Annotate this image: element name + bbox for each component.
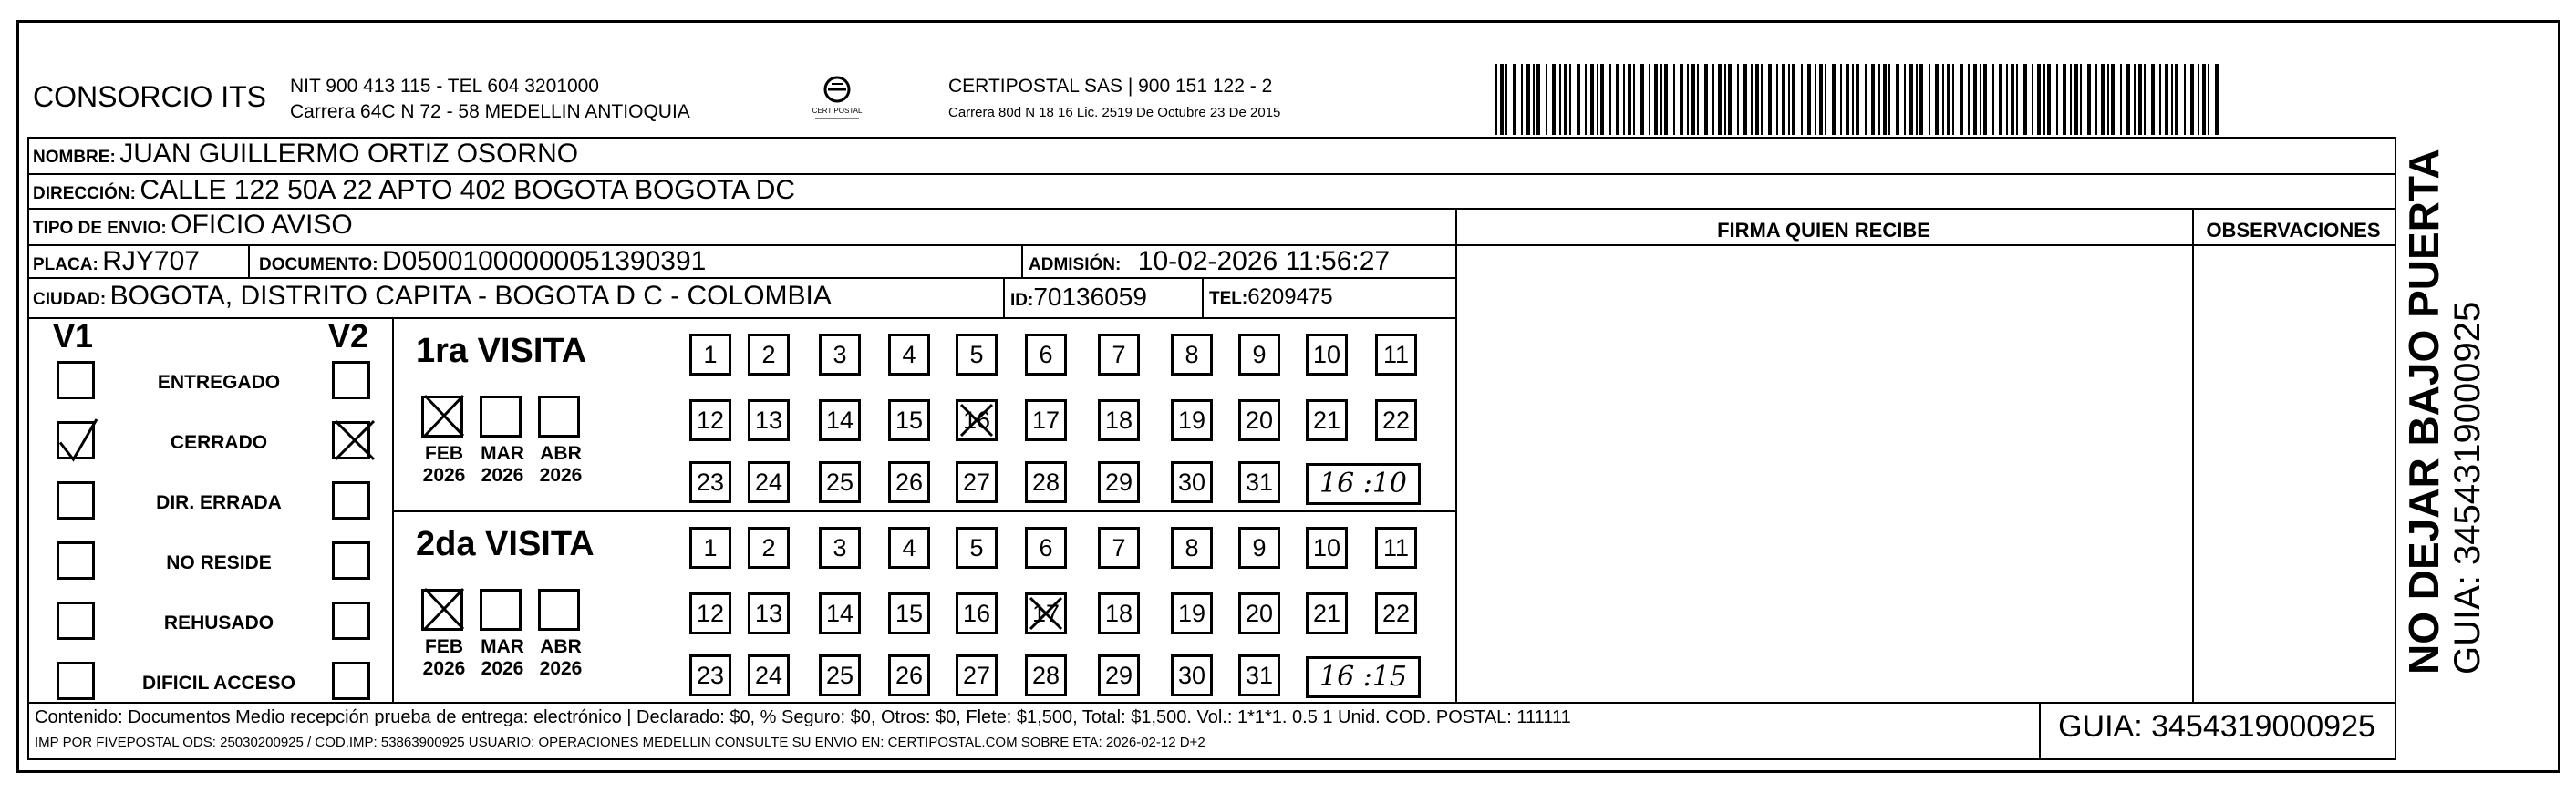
divider (27, 277, 1455, 279)
id-field (1010, 283, 1147, 312)
day-box[interactable]: 17 (1025, 399, 1067, 441)
observaciones-header: OBSERVACIONES (2206, 219, 2381, 242)
status-label: DIR. ERRADA (156, 492, 282, 513)
v1-checkbox[interactable] (57, 662, 95, 700)
day-box[interactable]: 9 (1238, 527, 1280, 569)
day-box[interactable]: 3 (819, 334, 861, 376)
day-box[interactable]: 3 (819, 527, 861, 569)
admision-label: ADMISIÓN: (1029, 255, 1122, 274)
day-box[interactable]: 8 (1171, 334, 1213, 376)
day-box[interactable]: 22 (1375, 399, 1417, 441)
company-address: Carrera 64C N 72 - 58 MEDELLIN ANTIOQUIA (290, 101, 690, 122)
divider (27, 208, 2396, 210)
v1-checkbox[interactable] (57, 602, 95, 640)
day-box[interactable]: 23 (689, 461, 731, 503)
divider (27, 758, 2396, 760)
day-box[interactable]: 22 (1375, 592, 1417, 634)
day-box[interactable]: 23 (689, 654, 731, 696)
tipo-envio-value: OFICIO AVISO (171, 210, 353, 240)
tel-value: 6209475 (1247, 284, 1333, 309)
day-box[interactable]: 10 (1306, 334, 1348, 376)
id-label: ID: (1010, 291, 1034, 310)
divider (27, 137, 29, 758)
day-box[interactable]: 14 (819, 399, 861, 441)
day-box[interactable]: 4 (888, 334, 930, 376)
visit-time: 16 :10 (1306, 463, 1421, 505)
direccion-label: DIRECCIÓN: (33, 184, 136, 203)
day-box[interactable]: 20 (1238, 399, 1280, 441)
day-box[interactable]: 5 (956, 527, 998, 569)
day-box[interactable]: 28 (1025, 654, 1067, 696)
admision-field (1029, 246, 1390, 277)
divider (1021, 244, 1023, 277)
placa-value: RJY707 (102, 246, 200, 276)
v2-checkbox[interactable] (332, 541, 370, 580)
v1-checkbox[interactable] (57, 541, 95, 580)
v2-checkbox[interactable] (332, 602, 370, 640)
day-box[interactable]: 18 (1098, 399, 1140, 441)
v1-check-mark (57, 417, 98, 463)
ciudad-value: BOGOTA, DISTRITO CAPITA - BOGOTA D C - COLOMBIA (109, 281, 832, 311)
documento-label: DOCUMENTO: (259, 255, 378, 274)
side-warning: NO DEJAR BAJO PUERTA (2400, 149, 2447, 675)
month-label: MAR 2026 (481, 443, 524, 486)
month-label: MAR 2026 (481, 636, 524, 679)
month-checkbox[interactable] (480, 589, 522, 631)
placa-label: PLACA: (33, 255, 98, 274)
signature-area[interactable] (1459, 248, 2188, 698)
contenido-text: Contenido: Documentos Medio recepción prueba de entrega: electrónico | Declarado: $0, % Seguro: $0, Otros: $0, Flete: $1,500, Total: $1,500. Vol.: 1*1*1. 0.5 1 Unid. COD. POSTAL: 111111 (35, 707, 1571, 727)
day-box[interactable]: 9 (1238, 334, 1280, 376)
tel-label: TEL: (1209, 289, 1248, 308)
day-box[interactable]: 7 (1098, 527, 1140, 569)
company-name: CONSORCIO ITS (33, 80, 267, 113)
month-check-mark (421, 392, 467, 439)
day-box[interactable]: 8 (1171, 527, 1213, 569)
day-box[interactable]: 28 (1025, 461, 1067, 503)
v1-checkbox[interactable] (57, 481, 95, 520)
v1-header: V1 (53, 317, 94, 355)
day-box[interactable]: 31 (1238, 654, 1280, 696)
visit-title: 2da VISITA (416, 525, 595, 563)
day-box[interactable]: 15 (888, 592, 930, 634)
divider (392, 317, 394, 702)
day-box[interactable]: 13 (748, 399, 790, 441)
day-box[interactable]: 20 (1238, 592, 1280, 634)
logo-text: CERTIPOSTAL (812, 107, 863, 115)
id-value: 70136059 (1033, 283, 1147, 311)
day-box[interactable]: 30 (1171, 461, 1213, 503)
month-label: FEB 2026 (422, 443, 466, 486)
month-label: ABR 2026 (539, 443, 583, 486)
day-box[interactable]: 31 (1238, 461, 1280, 503)
day-box[interactable]: 27 (956, 654, 998, 696)
day-box[interactable]: 11 (1375, 527, 1417, 569)
divider (1202, 277, 1204, 317)
day-box[interactable]: 16 (956, 399, 998, 441)
nombre-value: JUAN GUILLERMO ORTIZ OSORNO (119, 139, 579, 169)
day-box[interactable]: 2 (748, 334, 790, 376)
day-mark (957, 401, 996, 439)
certipostal-logo (810, 73, 864, 124)
day-box[interactable]: 6 (1025, 334, 1067, 376)
v2-header: V2 (328, 317, 369, 355)
company-nit: NIT 900 413 115 - TEL 604 3201000 (290, 76, 599, 97)
month-label: FEB 2026 (422, 636, 466, 679)
day-box[interactable]: 24 (748, 654, 790, 696)
direccion-value: CALLE 122 50A 22 APTO 402 BOGOTA BOGOTA DC (140, 175, 796, 205)
day-mark (1027, 594, 1065, 633)
v2-checkbox[interactable] (332, 481, 370, 520)
divider (27, 317, 1455, 319)
status-label: CERRADO (170, 432, 268, 453)
placa-field (33, 246, 200, 277)
month-checkbox[interactable] (538, 589, 580, 631)
day-box[interactable]: 6 (1025, 527, 1067, 569)
month-checkbox[interactable] (480, 396, 522, 438)
day-box[interactable]: 16 (956, 592, 998, 634)
month-label: ABR 2026 (539, 636, 583, 679)
divider (392, 510, 1455, 512)
ciudad-label: CIUDAD: (33, 290, 107, 309)
divider (1455, 208, 1457, 702)
ciudad-field (33, 281, 832, 312)
visit-title: 1ra VISITA (416, 332, 587, 370)
status-label: ENTREGADO (157, 372, 281, 393)
day-box[interactable]: 10 (1306, 527, 1348, 569)
documento-field (259, 246, 706, 277)
tipo-envio-field (33, 210, 353, 241)
visit-time: 16 :15 (1306, 656, 1421, 698)
day-box[interactable]: 25 (819, 654, 861, 696)
footer-guia: GUIA: 3454319000925 (2058, 709, 2375, 744)
imp-text: IMP POR FIVEPOSTAL ODS: 25030200925 / COD.IMP: 53863900925 USUARIO: OPERACIONES MEDELLIN CONSULTE SU ENVIO EN: CERTIPOSTAL.COM SOBRE ETA: 2026-02-12 D+2 (35, 735, 1205, 750)
v2-check-mark (332, 417, 378, 463)
divider (2395, 137, 2396, 758)
status-label: NO RESIDE (166, 552, 272, 573)
day-box[interactable]: 11 (1375, 334, 1417, 376)
day-box[interactable]: 18 (1098, 592, 1140, 634)
day-box[interactable]: 4 (888, 527, 930, 569)
v1-checkbox[interactable] (57, 361, 95, 399)
status-label: REHUSADO (163, 613, 274, 633)
day-box[interactable]: 7 (1098, 334, 1140, 376)
day-box[interactable]: 14 (819, 592, 861, 634)
admision-value: 10-02-2026 11:56:27 (1137, 246, 1391, 276)
status-label: DIFICIL ACCESO (141, 673, 295, 694)
firma-header: FIRMA QUIEN RECIBE (1717, 219, 1930, 242)
tipo-envio-label: TIPO DE ENVIO: (33, 219, 167, 238)
divider (27, 702, 2396, 704)
day-box[interactable]: 29 (1098, 461, 1140, 503)
day-box[interactable]: 12 (689, 399, 731, 441)
day-box[interactable]: 26 (888, 461, 930, 503)
day-box[interactable]: 13 (748, 592, 790, 634)
day-box[interactable]: 30 (1171, 654, 1213, 696)
day-box[interactable]: 29 (1098, 654, 1140, 696)
direccion-field (33, 175, 795, 206)
nombre-field (33, 139, 578, 170)
day-box[interactable]: 1 (689, 527, 731, 569)
day-box[interactable]: 2 (748, 527, 790, 569)
carrier-license: Carrera 80d N 18 16 Lic. 2519 De Octubre 23 De 2015 (948, 105, 1281, 120)
divider (2192, 208, 2194, 702)
day-box[interactable]: 24 (748, 461, 790, 503)
day-box[interactable]: 19 (1171, 592, 1213, 634)
day-box[interactable]: 12 (689, 592, 731, 634)
day-box[interactable]: 1 (689, 334, 731, 376)
day-box[interactable]: 17 (1025, 592, 1067, 634)
nombre-label: NOMBRE: (33, 148, 116, 167)
side-guia: GUIA: 3454319000925 (2447, 301, 2488, 675)
day-box[interactable]: 21 (1306, 399, 1348, 441)
observations-area[interactable] (2196, 248, 2391, 698)
day-box[interactable]: 25 (819, 461, 861, 503)
side-text (2400, 128, 2488, 675)
v2-checkbox[interactable] (332, 662, 370, 700)
day-box[interactable]: 19 (1171, 399, 1213, 441)
tel-field (1209, 284, 1333, 310)
day-box[interactable]: 21 (1306, 592, 1348, 634)
day-box[interactable]: 15 (888, 399, 930, 441)
month-check-mark (421, 585, 467, 633)
barcode (1495, 64, 2225, 135)
month-checkbox[interactable] (538, 396, 580, 438)
documento-value: D05001000000051390391 (382, 246, 707, 276)
day-box[interactable]: 27 (956, 461, 998, 503)
divider (248, 244, 250, 277)
divider (1003, 277, 1005, 317)
day-box[interactable]: 26 (888, 654, 930, 696)
day-box[interactable]: 5 (956, 334, 998, 376)
carrier-name: CERTIPOSTAL SAS | 900 151 122 - 2 (948, 76, 1273, 97)
v2-checkbox[interactable] (332, 361, 370, 399)
